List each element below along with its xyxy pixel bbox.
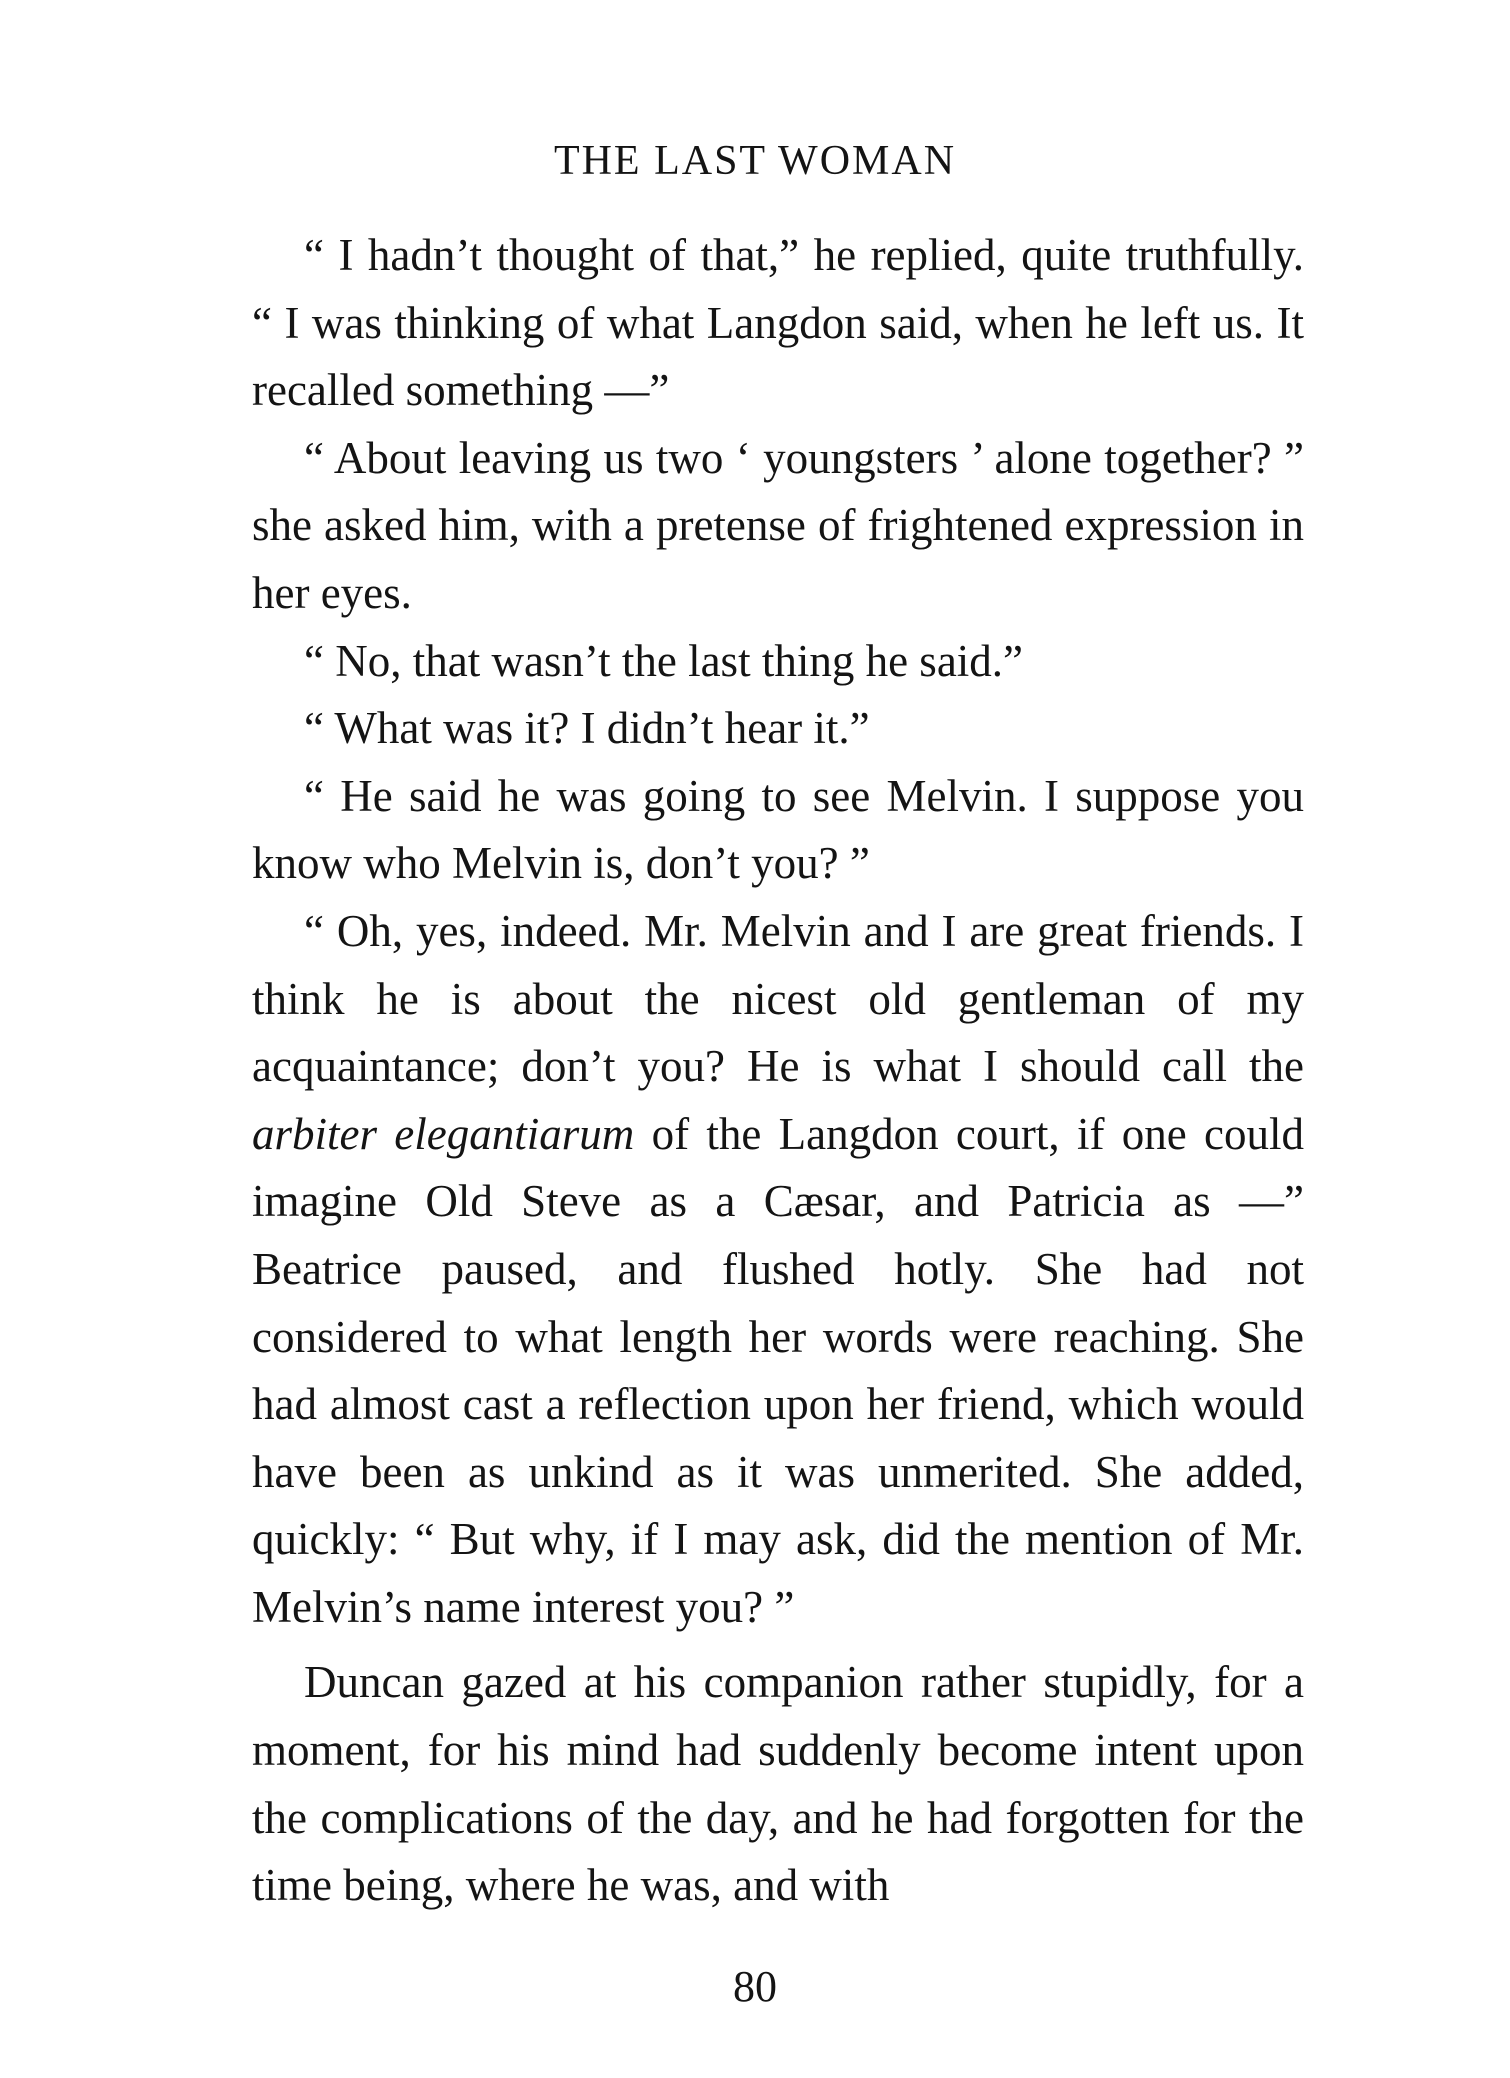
paragraph: “ I hadn’t thought of that,” he replied, quite truthfully. “ I was thinking of what Langdon said, when he left us. It recalled something —” xyxy=(252,230,1304,416)
italic-phrase: arbiter elegantiarum xyxy=(252,1108,635,1159)
page-number: 80 xyxy=(733,1962,777,2011)
running-head: THE LAST WOMAN xyxy=(553,138,957,184)
paragraph: “ He said he was going to see Melvin. I suppose you know who Melvin is, don’t you? ” xyxy=(252,770,1304,889)
paragraph: “ What was it? I didn’t hear it.” xyxy=(304,703,870,754)
paragraph: “ No, that wasn’t the last thing he said.” xyxy=(304,635,1024,686)
body-text xyxy=(252,222,1304,1920)
paragraph: “ About leaving us two ‘ youngsters ’ alone together? ” she asked him, with a pretense of frightened expression in her eyes. xyxy=(252,432,1304,618)
paragraph: Duncan gazed at his companion rather stupidly, for a moment, for his mind had suddenly become intent upon the complications of the day, and he had forgotten for the time being, where he was, and with xyxy=(252,1657,1304,1911)
paragraph-text: of the Langdon court, if one could imagine Old Steve as a Cæsar, and Patricia as —” Beatrice paused, and flushed hotly. She had not considered to what length her words were reaching. She had almost cast a reflection upon her friend, which would have been as unkind as it was unmerited. She added, quickly: “ But why, if I may ask, did the mention of Mr. Melvin’s name interest you? ” xyxy=(252,1108,1304,1632)
paragraph-text: “ Oh, yes, indeed. Mr. Melvin and I are great friends. I think he is about the nicest old gentleman of my acquaintance; don’t you? He is what I should call the xyxy=(252,905,1304,1092)
paragraph xyxy=(252,898,1304,1642)
